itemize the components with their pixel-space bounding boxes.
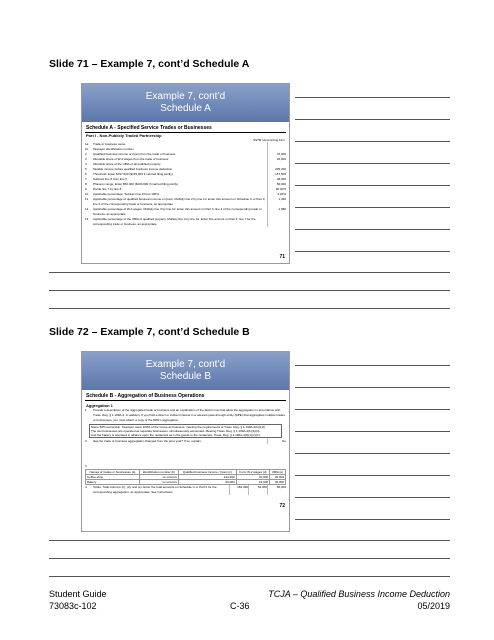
note-line [295,475,450,476]
note-line [295,365,450,366]
schedule-a-row: 1a Trade or business name [85,142,286,147]
table-cell: 20,000 [270,475,286,480]
total-wages: 54,000 [248,485,267,495]
table-cell: 124,390 [179,475,237,480]
table-cell: 24,000 [236,480,269,485]
table-cell: 30,000 [236,475,269,480]
item-4: 4 Totals. Total columns (c), (d), and (e). Enter the total amounts on Schedule C or Part II for the corresponding aggregation, as appropriate. See instructions 184,390 54,000 60,000 [85,485,286,494]
table-header-cell: Qualified business income / (loss) (c) [179,470,237,475]
note-line [295,185,450,186]
schedule-a-row: 5 Taxable income before qualified business income deduction 205,200 [85,167,286,171]
schedule-a-row: 11 Applicable percentage of qualified business income or (loss). Multiply line 2 by line 10. Enter this amount on Schedule C or Part II, line 2 of the corresponding trade or business, as appropriate 1,390 [85,197,286,206]
explanation-box [89,424,282,438]
note-line [295,409,450,410]
schedule-a-row: 13 Applicable percentage of the UBIA of qualified property. Multiply line 4 by line 10. Enter this amount on Part II, line 7 for the corresponding trade or business, as appropriate [85,217,286,227]
item-3: 3 [85,464,87,468]
full-note-line [49,576,450,577]
note-line [295,97,450,98]
slide-title-line2: Schedule B [159,371,212,382]
slide-title-line1: Example 7, cont’d [145,359,226,370]
note-line [295,119,450,120]
note-line [295,431,450,432]
footer-page-number: C-36 [230,601,250,611]
footer-course-code: 73083c-102 [49,601,97,611]
footer-guide-name: Student Guide [49,589,107,599]
schedule-a-row: 12 Applicable percentage of W-2 wages. Multiply line 3 by line 10. Enter this amount on Part II, line 4 of the corresponding trade or business, as appropriate 1,080 [85,207,286,216]
schedule-a-rows [85,142,286,227]
table-cell: Bakery [86,480,140,485]
table-header-cell: UBIA (e) [270,470,286,475]
aggregation-label: Aggregation 1 [86,403,113,408]
slide-72-thumbnail [81,351,290,532]
schedule-a-row: 3 Allocable share of W-2 wages from the trade or business 20,000 [85,157,286,161]
schedule-a-title: Schedule A - Specified Service Trades or Businesses [85,124,286,133]
note-line [295,141,450,142]
table-row [86,480,286,485]
slide-72-title [82,359,289,383]
schedule-a-row: 6 Threshold. Enter $157,500 ($315,000 if married filing jointly) 157,500 [85,172,286,176]
total-qbi: 184,390 [229,485,248,495]
total-ubia: 60,000 [267,485,286,495]
slide-title-line1: Example 7, cont’d [145,91,226,102]
full-note-line [49,558,450,559]
table-cell: 40,000 [270,480,286,485]
table-header-cell: Form W-2 wages (d) [236,470,269,475]
schedule-a-row: 9 Divide line 7 by line 8 96.00% [85,187,286,191]
column-header: SSTB I Accounting Firm [253,138,285,142]
schedule-a-row: 4 Allocable share of the UBIA of all qualified property [85,162,286,167]
note-line [295,251,450,252]
table-cell: 60,080 [179,480,237,485]
note-line [295,387,450,388]
note-line [295,207,450,208]
table-cell: xx-xxxxxxx [139,475,178,480]
explanation-line: Same 50% ownership. Taxpayer owns 100% of the Grove as business, meeting the requirements of Treas. Reg. § 1.199A-4(b)(1)(i). [91,425,267,429]
note-line [295,229,450,230]
schedule-a-form [85,124,286,263]
schedule-a-row: 10 Applicable percentage. Subtract line 9 from 100% 4.00% [85,192,286,196]
note-line [295,163,450,164]
full-note-line [49,540,450,541]
slide-72-heading: Slide 72 – Example 7, cont’d Schedule B [49,326,250,338]
note-line [295,497,450,498]
table-header-cell: Identification number (b) [139,470,178,475]
aggregation-table [85,469,286,485]
schedule-a-row: 8 Phase-in range. Enter $50,000 ($100,000 if married filing jointly) 50,000 [85,182,286,186]
slide-number: 72 [279,503,285,509]
schedule-a-row: 2 Qualified business income or (loss) from the trade or business 70,000 [85,152,286,156]
footer-date: 05/2019 [417,601,450,611]
schedule-a-row: 7 Subtract line 6 from line 5 48,000 [85,177,286,181]
explanation-line: And the bakery is operated in reliance upon the restaurant as in the goods to the restaurant, Treas. Reg. § 1.199A-4(b)(1)(v)(C). [91,433,261,437]
slide-71-heading: Slide 71 – Example 7, cont’d Schedule A [49,58,250,70]
item-1: 1 Provide a description of the aggregated trade or business and an explanation of the factors met that allow the aggregation in accordance with Treas. Reg. § 1.199A-4. In addition, if you hold a direct or indirect interest in a relevant pass-through entity (RPE) that aggregates multiple trades or businesses, you must attach a copy of the RPE's aggregation. [85,408,285,422]
table-header-cell: Names of trades or businesses (a) [86,470,140,475]
slide-title-line2: Schedule A [160,103,211,114]
footer-title: TCJA – Qualified Business Income Deduction [268,589,450,599]
schedule-a-row: 1b Taxpayer identification number [85,147,286,152]
slide-number: 71 [279,254,285,260]
item-2: 2 Has the trade or business aggregation changed from the prior year? If so, explain. No [85,439,286,443]
full-note-line [49,272,450,273]
table-header-row [86,470,286,475]
schedule-b-form [85,392,286,531]
note-line [295,519,450,520]
table-cell: Coffee shop [86,475,140,480]
slide-71-thumbnail [81,83,290,264]
table-body [86,475,286,485]
schedule-b-title: Schedule B - Aggregation of Business Operations [85,392,286,401]
explanation-line: The two businesses are operated as separate businesses, simultaneously accounted. Meeting Treas. Reg. § 1.199A-4(b)(1)(iii). [91,429,261,433]
full-note-line [49,308,450,309]
slide-71-title [82,91,289,115]
full-note-line [49,290,450,291]
table-cell: xx-xxxxxxx [139,480,178,485]
part-1-title: Part I - Non-Publicly Traded Partnership [86,133,162,138]
item-2-answer: No [267,439,286,444]
note-line [295,453,450,454]
